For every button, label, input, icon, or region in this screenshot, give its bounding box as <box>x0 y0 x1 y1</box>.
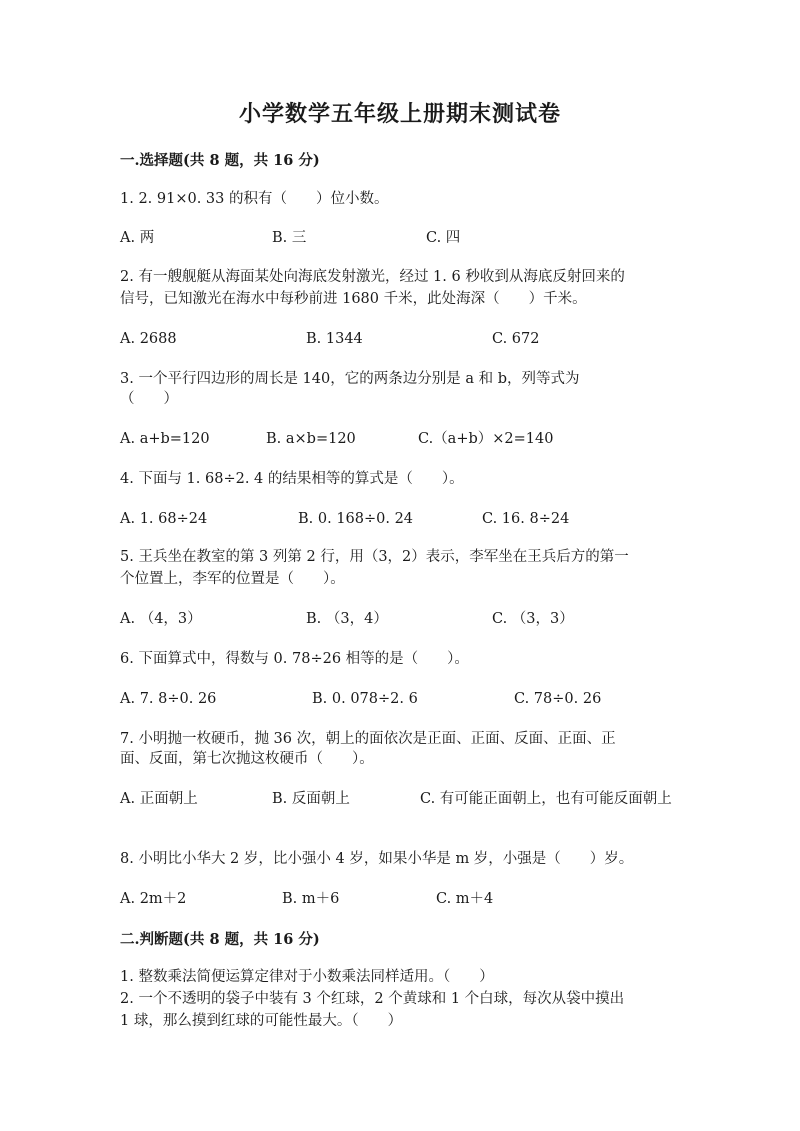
question-2-option-b: B. 1344 <box>306 331 363 347</box>
question-1-option-a: A. 两 <box>120 230 155 246</box>
section-heading-true-false: 二.判断题(共 8 题，共 16 分) <box>120 931 320 948</box>
question-7-stem-line-2: 面、反面，第七次抛这枚硬币（ ）。 <box>120 751 374 767</box>
question-4-option-b: B. 0. 168÷0. 24 <box>298 511 414 527</box>
question-8-stem: 8. 小明比小华大 2 岁，比小强小 4 岁，如果小华是 m 岁，小强是（ ）岁。 <box>120 851 634 867</box>
question-1-option-b: B. 三 <box>272 230 307 246</box>
judgment-2-line-1: 2. 一个不透明的袋子中装有 3 个红球，2 个黄球和 1 个白球，每次从袋中摸出 <box>120 991 625 1007</box>
question-8-option-a: A. 2m＋2 <box>120 891 187 907</box>
question-3-stem-line-2: （ ） <box>120 391 178 407</box>
question-2-stem-line-1: 2. 有一艘舰艇从海面某处向海底发射激光，经过 1. 6 秒收到从海底反射回来的 <box>120 269 625 285</box>
question-5-option-b: B. （3，4） <box>306 611 388 627</box>
question-7-stem-line-1: 7. 小明抛一枚硬币，抛 36 次，朝上的面依次是正面、正面、反面、正面、正 <box>120 731 616 747</box>
judgment-2-line-2: 1 球，那么摸到红球的可能性最大。（ ） <box>120 1013 403 1029</box>
question-7-option-a: A. 正面朝上 <box>120 791 198 807</box>
question-6-option-a: A. 7. 8÷0. 26 <box>120 691 217 707</box>
question-4-option-c: C. 16. 8÷24 <box>482 511 570 527</box>
question-3-stem-line-1: 3. 一个平行四边形的周长是 140，它的两条边分别是 a 和 b，列等式为 <box>120 371 580 387</box>
question-8-option-b: B. m＋6 <box>282 891 340 907</box>
question-6-stem: 6. 下面算式中，得数与 0. 78÷26 相等的是（ ）。 <box>120 651 469 667</box>
question-1-stem: 1. 2. 91×0. 33 的积有（ ）位小数。 <box>120 191 389 207</box>
question-5-option-c: C. （3，3） <box>492 611 574 627</box>
question-7-option-c: C. 有可能正面朝上，也有可能反面朝上 <box>420 791 672 807</box>
question-5-stem-line-2: 个位置上，李军的位置是（ ）。 <box>120 571 345 587</box>
question-5-option-a: A. （4，3） <box>120 611 202 627</box>
question-3-option-c: C.（a+b）×2=140 <box>418 431 554 447</box>
question-4-stem: 4. 下面与 1. 68÷2. 4 的结果相等的算式是（ ）。 <box>120 471 464 487</box>
question-3-option-b: B. a×b=120 <box>266 431 356 447</box>
question-7-option-b: B. 反面朝上 <box>272 791 350 807</box>
question-6-option-b: B. 0. 078÷2. 6 <box>312 691 418 707</box>
question-2-option-a: A. 2688 <box>120 331 177 347</box>
question-1-option-c: C. 四 <box>426 230 461 246</box>
section-heading-choice: 一.选择题(共 8 题，共 16 分) <box>120 152 320 169</box>
question-4-option-a: A. 1. 68÷24 <box>120 511 208 527</box>
question-5-stem-line-1: 5. 王兵坐在教室的第 3 列第 2 行，用（3，2）表示，李军坐在王兵后方的第一 <box>120 549 629 565</box>
question-8-option-c: C. m＋4 <box>436 891 494 907</box>
judgment-1: 1. 整数乘法简便运算定律对于小数乘法同样适用。（ ） <box>120 969 494 985</box>
question-2-stem-line-2: 信号，已知激光在海水中每秒前进 1680 千米，此处海深（ ）千米。 <box>120 291 587 307</box>
question-2-option-c: C. 672 <box>492 331 540 347</box>
page-title: 小学数学五年级上册期末测试卷 <box>238 101 561 127</box>
question-3-option-a: A. a+b=120 <box>120 431 210 447</box>
question-6-option-c: C. 78÷0. 26 <box>514 691 602 707</box>
